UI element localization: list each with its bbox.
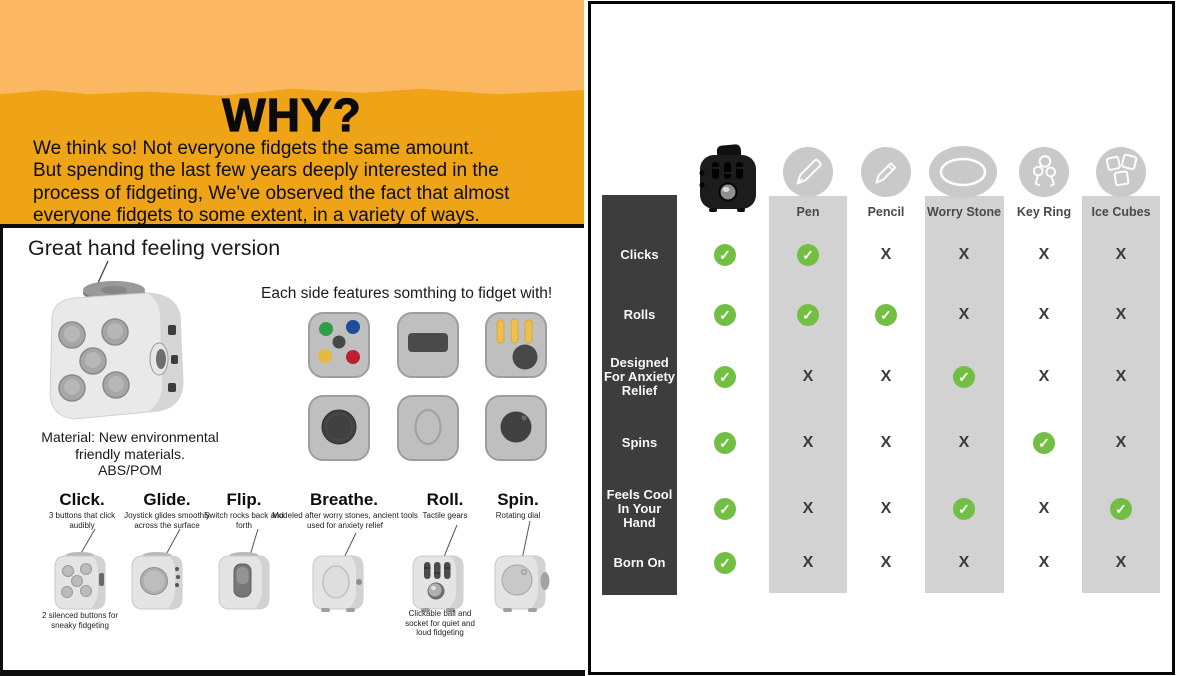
- spin-side-icon: [485, 395, 547, 461]
- x-mark: X: [958, 306, 970, 323]
- x-mark: X: [958, 554, 970, 571]
- material-text: [25, 429, 235, 479]
- column-label-worry-stone: Worry Stone: [926, 205, 1002, 219]
- column-label-pen: Pen: [796, 205, 820, 219]
- row-label-rolls: Rolls: [623, 307, 656, 322]
- click-cube-caption: 2 silenced buttons for sneaky fidgeting: [41, 611, 119, 630]
- x-mark: X: [802, 500, 814, 517]
- x-mark: X: [880, 500, 892, 517]
- pencil-icon: [861, 147, 911, 197]
- x-mark: X: [1038, 368, 1050, 385]
- left-panel-border: [0, 228, 3, 675]
- why-text-line: everyone fidgets to some extent, in a variety of ways.: [33, 205, 480, 226]
- why-text-line: We think so! Not everyone fidgets the same amount.: [33, 138, 475, 159]
- x-mark: X: [1115, 368, 1127, 385]
- row-label-anxiety: Designed For Anxiety Relief: [603, 355, 676, 398]
- check-badge: ✓: [714, 432, 736, 454]
- x-mark: X: [1115, 554, 1127, 571]
- x-mark: X: [802, 554, 814, 571]
- flip-side-icon: [397, 312, 459, 378]
- key-ring-icon: [1019, 147, 1069, 197]
- row-label-born-on: Born On: [613, 555, 666, 570]
- row-label-cool: Feels Cool In Your Hand: [606, 487, 673, 530]
- feature-spin-title: Spin.: [497, 490, 539, 509]
- click-side-icon: [308, 312, 370, 378]
- glide-cube-photo: [125, 547, 189, 622]
- check-badge: ✓: [714, 366, 736, 388]
- breathe-cube-photo: [306, 547, 370, 622]
- roll-side-icon: [485, 312, 547, 378]
- check-badge: ✓: [1110, 498, 1132, 520]
- column-label-ice-cubes: Ice Cubes: [1091, 205, 1151, 219]
- fidget-cube-main-photo: [30, 255, 200, 435]
- feature-roll-desc: Tactile gears: [422, 511, 468, 520]
- feature-glide-title: Glide.: [143, 490, 191, 509]
- x-mark: X: [1038, 554, 1050, 571]
- material-line: friendly materials.: [75, 445, 185, 462]
- section-title: Great hand feeling version: [28, 236, 281, 260]
- x-mark: X: [1038, 500, 1050, 517]
- x-mark: X: [880, 554, 892, 571]
- check-badge: ✓: [797, 244, 819, 266]
- material-line: ABS/POM: [98, 462, 162, 478]
- feature-spin-desc: Rotating dial: [495, 511, 541, 520]
- feature-breathe-desc: Modeled after worry stones, ancient tools used for anxiety relief: [272, 511, 418, 530]
- feature-glide-desc: Joystick glides smoothly across the surface: [124, 511, 210, 530]
- roll-cube-caption: Clickable ball and socket for quiet and loud fidgeting: [405, 609, 475, 637]
- x-mark: X: [880, 246, 892, 263]
- why-title: WHY?: [222, 89, 362, 141]
- x-mark: X: [802, 368, 814, 385]
- feature-click-desc: 3 buttons that click audibly: [48, 511, 116, 530]
- check-badge: ✓: [953, 366, 975, 388]
- x-mark: X: [1038, 246, 1050, 263]
- x-mark: X: [802, 434, 814, 451]
- fidget-cube-photo: [695, 143, 761, 220]
- x-mark: X: [958, 434, 970, 451]
- x-mark: X: [880, 434, 892, 451]
- check-badge: ✓: [953, 498, 975, 520]
- feature-flip-desc: Switch rocks back and forth: [204, 511, 284, 530]
- feature-breathe-title: Breathe.: [309, 490, 379, 509]
- why-text-line: process of fidgeting, We've observed the fact that almost: [33, 183, 510, 204]
- check-badge: ✓: [714, 498, 736, 520]
- x-mark: X: [1115, 434, 1127, 451]
- x-mark: X: [880, 368, 892, 385]
- feature-roll-title: Roll.: [426, 490, 464, 509]
- x-mark: X: [1038, 306, 1050, 323]
- check-badge: ✓: [797, 304, 819, 326]
- breathe-side-icon: [397, 395, 459, 461]
- bottom-border: [0, 670, 585, 676]
- row-label-spins: Spins: [621, 435, 658, 450]
- check-badge: ✓: [714, 304, 736, 326]
- worry-stone-icon: [929, 146, 997, 198]
- check-badge: ✓: [1033, 432, 1055, 454]
- x-mark: X: [1115, 246, 1127, 263]
- why-text-line: But spending the last few years deeply interested in the: [33, 160, 499, 181]
- material-line: Material: New environmental: [41, 429, 219, 445]
- orange-header-top-band: [0, 0, 584, 100]
- sides-title: Each side features somthing to fidget with!: [261, 285, 553, 302]
- column-label-pencil: Pencil: [867, 205, 905, 219]
- check-badge: ✓: [714, 552, 736, 574]
- feature-flip-title: Flip.: [226, 490, 262, 509]
- ice-cubes-icon: [1096, 147, 1146, 197]
- row-label-clicks: Clicks: [620, 247, 659, 262]
- pen-icon: [783, 147, 833, 197]
- glide-side-icon: [308, 395, 370, 461]
- feature-click-title: Click.: [59, 490, 105, 509]
- column-label-key-ring: Key Ring: [1016, 205, 1072, 219]
- check-badge: ✓: [875, 304, 897, 326]
- x-mark: X: [958, 246, 970, 263]
- spin-cube-photo: [488, 547, 552, 622]
- x-mark: X: [1115, 306, 1127, 323]
- flip-cube-photo: [212, 547, 276, 622]
- check-badge: ✓: [714, 244, 736, 266]
